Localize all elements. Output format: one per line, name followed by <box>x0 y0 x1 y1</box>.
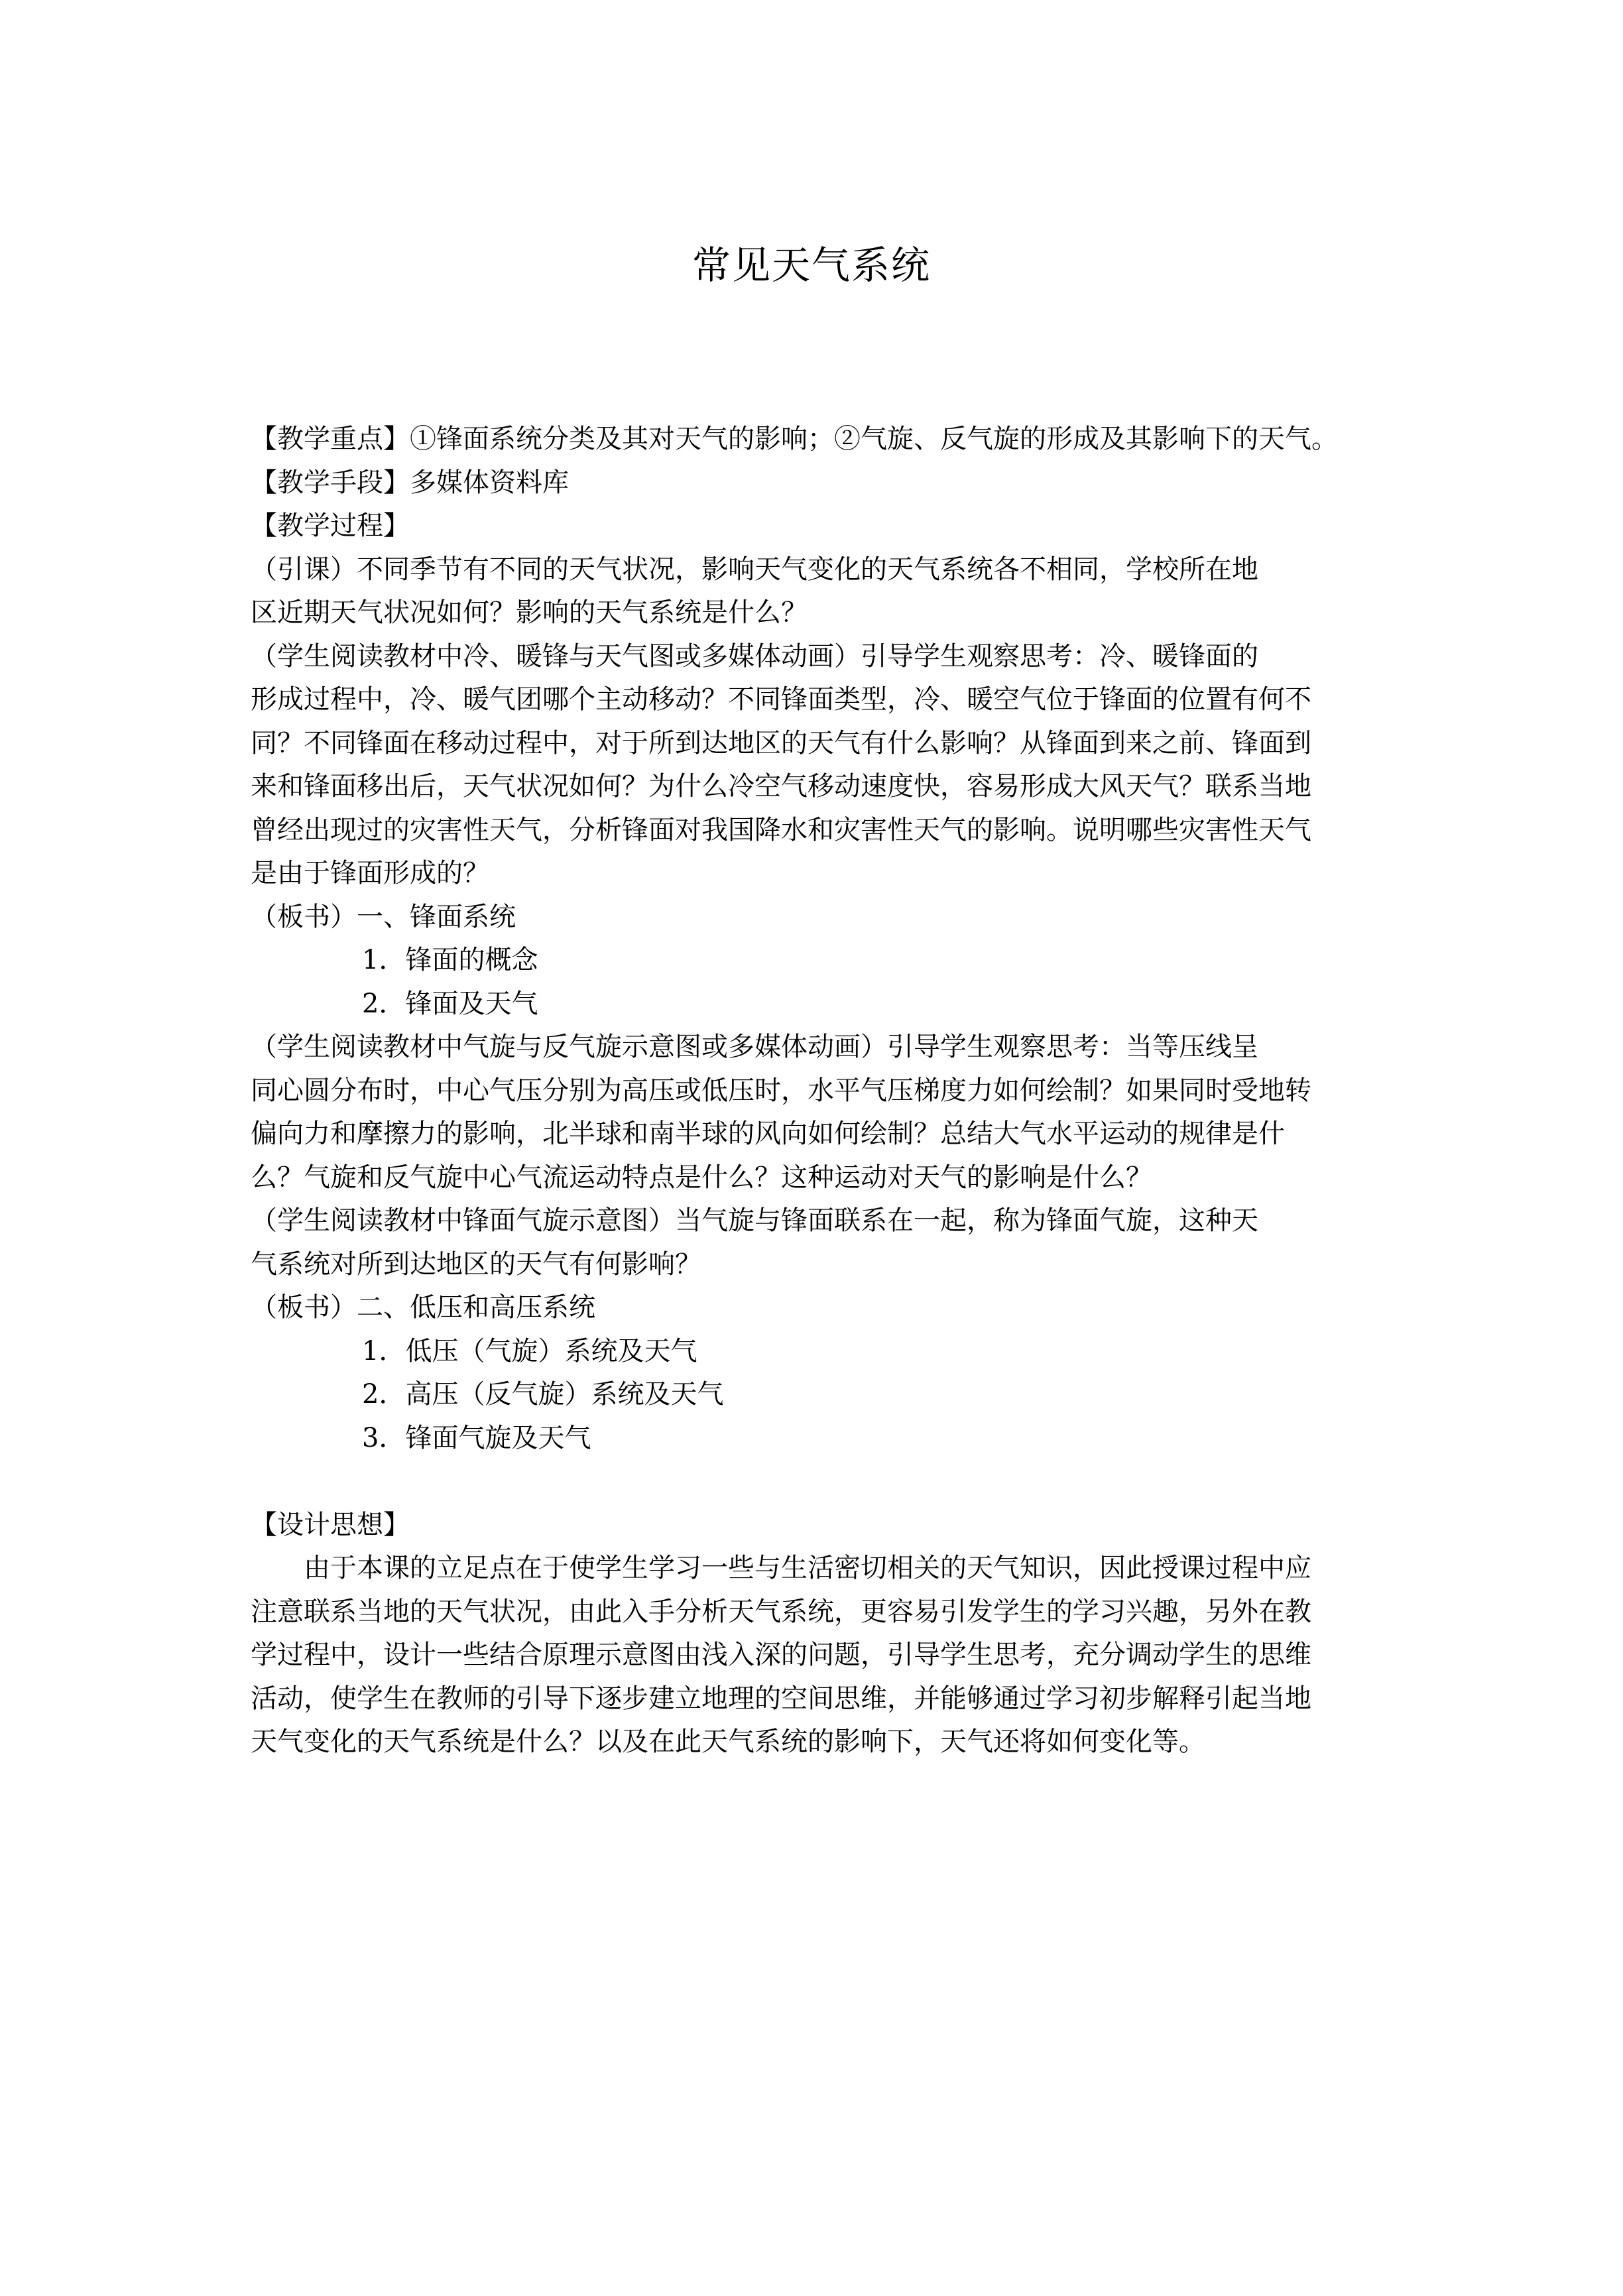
board1-item: 2．锋面及天气 <box>362 988 538 1019</box>
front-reading-line: （学生阅读教材中冷、暖锋与天气图或多媒体动画）引导学生观察思考：冷、暖锋面的 <box>251 640 1258 672</box>
design-line: 由于本课的立足点在于使学生学习一些与生活密切相关的天气知识，因此授课过程中应 <box>304 1553 1311 1583</box>
design-line: 学过程中，设计一些结合原理示意图由浅入深的问题，引导学生思考，充分调动学生的思维 <box>251 1640 1311 1670</box>
section-spacer <box>251 1460 1398 1504</box>
front-reading-line: 形成过程中，冷、暖气团哪个主动移动？不同锋面类型，冷、暖空气位于锋面的位置有何不 <box>251 684 1311 715</box>
cyclone-reading-line: （学生阅读教材中气旋与反气旋示意图或多媒体动画）引导学生观察思考：当等压线呈 <box>251 1032 1258 1062</box>
design-label: 【设计思想】 <box>251 1509 410 1540</box>
cyclone-reading-line: 么？气旋和反气旋中心气流运动特点是什么？这种运动对天气的影响是什么？ <box>251 1162 1152 1193</box>
front-reading-line: 同？不同锋面在移动过程中，对于所到达地区的天气有什么影响？从锋面到来之前、锋面到 <box>251 727 1311 758</box>
key-points-label: 【教学重点】 <box>251 424 410 454</box>
board1-item: 1．锋面的概念 <box>362 945 538 975</box>
intro-line: （引课）不同季节有不同的天气状况，影响天气变化的天气系统各不相同，学校所在地 <box>251 554 1258 585</box>
design-line: 活动，使学生在教师的引导下逐步建立地理的空间思维，并能够通过学习初步解释引起当地 <box>251 1683 1311 1714</box>
board1-heading: （板书）一、锋面系统 <box>251 901 516 932</box>
board2-item: 1．低压（气旋）系统及天气 <box>362 1335 697 1366</box>
cyclone-reading-line: 偏向力和摩擦力的影响，北半球和南半球的风向如何绘制？总结大气水平运动的规律是什 <box>251 1118 1285 1149</box>
key-points-line <box>251 418 1398 461</box>
board2-item: 2．高压（反气旋）系统及天气 <box>362 1379 724 1410</box>
document-body <box>251 418 1398 1764</box>
front-reading-line: 是由于锋面形成的？ <box>251 858 489 888</box>
board2-heading: （板书）二、低压和高压系统 <box>251 1292 595 1323</box>
means-label: 【教学手段】 <box>251 467 410 498</box>
cyclone-reading-line: 同心圆分布时，中心气压分别为高压或低压时，水平气压梯度力如何绘制？如果同时受地转 <box>251 1075 1311 1106</box>
frontal-cyclone-reading-line: （学生阅读教材中锋面气旋示意图）当气旋与锋面联系在一起，称为锋面气旋，这种天 <box>251 1205 1258 1236</box>
key-points-text: ①锋面系统分类及其对天气的影响；②气旋、反气旋的形成及其影响下的天气。 <box>410 424 1338 454</box>
means-text: 多媒体资料库 <box>410 467 569 498</box>
process-label: 【教学过程】 <box>251 511 410 541</box>
page-title: 常见天气系统 <box>691 243 931 288</box>
design-line: 天气变化的天气系统是什么？以及在此天气系统的影响下，天气还将如何变化等。 <box>251 1726 1205 1757</box>
design-line: 注意联系当地的天气状况，由此入手分析天气系统，更容易引发学生的学习兴趣，另外在教 <box>251 1596 1311 1627</box>
frontal-cyclone-reading-line: 气系统对所到达地区的天气有何影响？ <box>251 1248 701 1280</box>
intro-line: 区近期天气状况如何？影响的天气系统是什么？ <box>251 597 808 628</box>
board2-item: 3．锋面气旋及天气 <box>362 1422 591 1453</box>
front-reading-line: 曾经出现过的灾害性天气，分析锋面对我国降水和灾害性天气的影响。说明哪些灾害性天气 <box>251 814 1311 845</box>
front-reading-line: 来和锋面移出后，天气状况如何？为什么冷空气移动速度快，容易形成大风天气？联系当地 <box>251 771 1311 802</box>
means-line <box>251 461 1398 505</box>
